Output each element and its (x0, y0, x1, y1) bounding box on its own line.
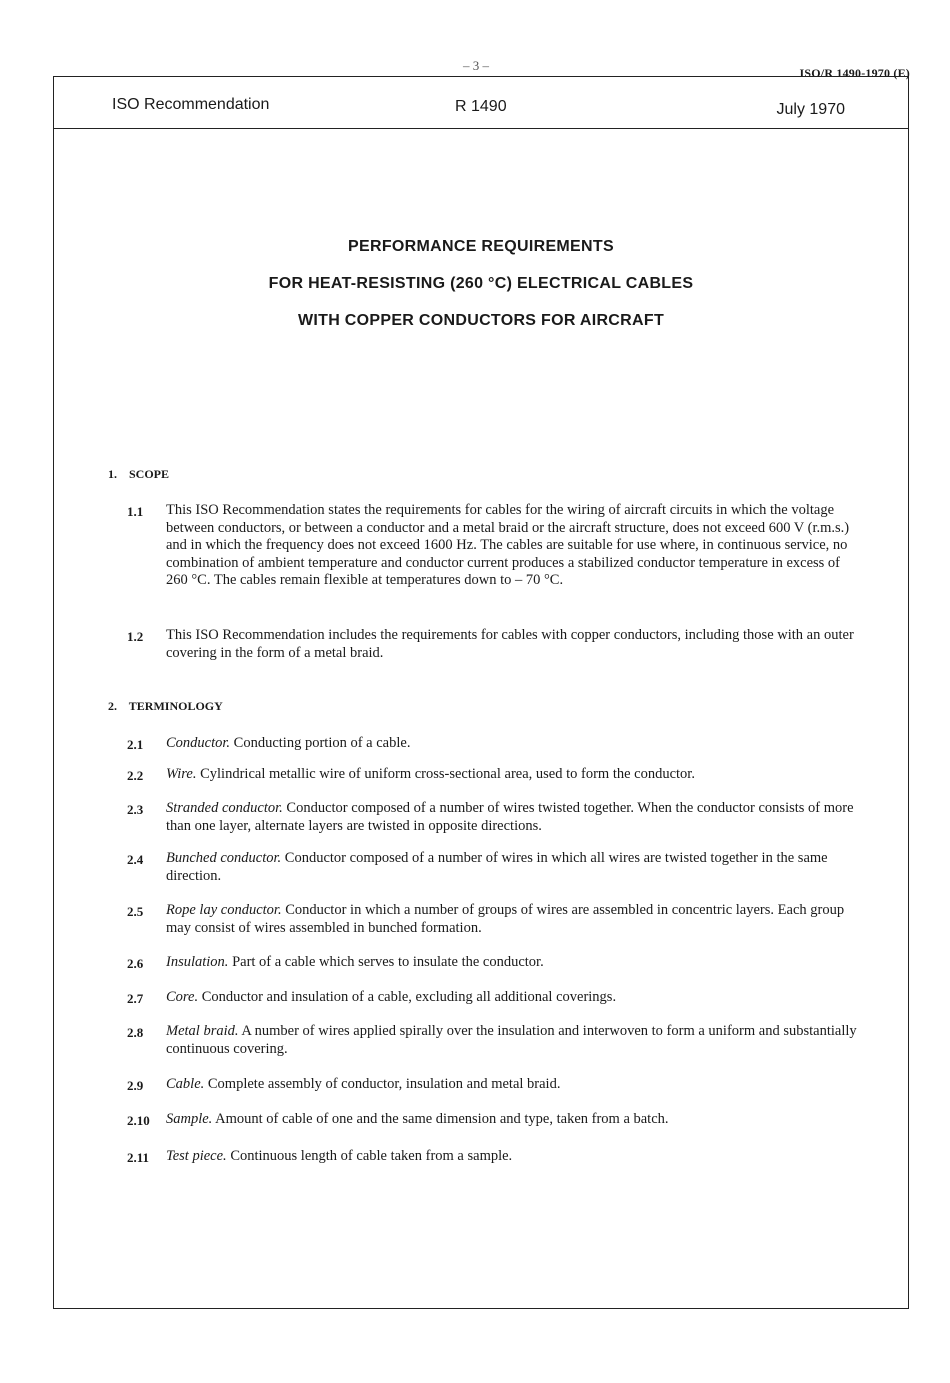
header-reference-number: R 1490 (455, 98, 507, 115)
section-number: 1. (108, 467, 117, 481)
term-definition: Part of a cable which serves to insulate the conductor. (228, 954, 544, 970)
term-name: Insulation. (166, 954, 229, 970)
clause-number: 2.1 (127, 737, 144, 752)
term-2-3 (127, 800, 862, 835)
header-recommendation-label: ISO Recommendation (112, 96, 270, 113)
term-name: Sample. (166, 1111, 213, 1127)
clause-number: 2.9 (127, 1078, 144, 1093)
header-date: July 1970 (776, 101, 845, 118)
term-name: Conductor. (166, 735, 231, 751)
clause-number: 2.4 (127, 852, 144, 867)
term-name: Wire. (166, 766, 197, 782)
term-definition: Complete assembly of conductor, insulation and metal braid. (204, 1076, 561, 1092)
section-title: TERMINOLOGY (128, 699, 223, 713)
term-2-1 (127, 735, 862, 753)
term-name: Rope lay conductor. (166, 902, 282, 918)
term-2-9 (127, 1076, 862, 1094)
clause-number: 1.2 (127, 629, 144, 644)
clause-number: 2.8 (127, 1025, 144, 1040)
term-name: Stranded conductor. (166, 800, 283, 816)
term-name: Cable. (166, 1076, 205, 1092)
term-definition: Conductor and insulation of a cable, excluding all additional coverings. (198, 989, 617, 1005)
clause-number: 2.10 (127, 1113, 150, 1128)
term-definition: Continuous length of cable taken from a sample. (226, 1148, 513, 1164)
document-id: ISO/R 1490-1970 (E) (799, 66, 910, 80)
clause-number: 1.1 (127, 504, 144, 519)
section-heading-scope (108, 467, 169, 482)
term-2-4 (127, 850, 862, 885)
term-name: Metal braid. (166, 1023, 239, 1039)
clause-1-1 (127, 502, 862, 590)
term-definition: Conductor in which a number of groups of wires are assembled in concentric layers. Each group may consist of wires assembled in bunched formation. (166, 902, 845, 936)
document-title (54, 237, 908, 348)
page-number: – 3 – (463, 58, 489, 73)
term-definition: A number of wires applied spirally over the insulation and interwoven to form a uniform and substantially continuous covering. (166, 1023, 857, 1057)
term-2-10 (127, 1111, 862, 1129)
clause-number: 2.11 (127, 1150, 150, 1165)
title-line-2: FOR HEAT-RESISTING (260 °C) ELECTRICAL CABLES (268, 275, 694, 292)
document-header (54, 77, 908, 129)
clause-number: 2.5 (127, 904, 144, 919)
clause-number: 2.6 (127, 956, 144, 971)
term-name: Core. (166, 989, 199, 1005)
term-2-8 (127, 1023, 862, 1058)
clause-text: This ISO Recommendation states the requirements for cables for the wiring of aircraft circuits in which the voltage between conductors, or between a conductor and a metal braid or the aircraft structure, does not exceed 600 V (r.m.s.) and in which the frequency does not exceed 1600 Hz. The cables are suitable for use where, in continuous service, no combination of ambient temperature and conductor current produces a stabilized conductor temperature in excess of 260 °C. The cables remain flexible at temperatures down to – 70 °C. (166, 502, 850, 588)
section-title: SCOPE (129, 467, 170, 481)
clause-number: 2.3 (127, 802, 144, 817)
section-heading-terminology (108, 699, 223, 714)
clause-number: 2.7 (127, 991, 144, 1006)
term-2-6 (127, 954, 862, 972)
term-2-7 (127, 989, 862, 1007)
term-name: Bunched conductor. (166, 850, 282, 866)
term-2-5 (127, 902, 862, 937)
clause-number: 2.2 (127, 768, 144, 783)
term-definition: Amount of cable of one and the same dimension and type, taken from a batch. (212, 1111, 669, 1127)
term-2-11 (127, 1148, 862, 1166)
section-number: 2. (108, 699, 117, 713)
clause-text: This ISO Recommendation includes the requirements for cables with copper conductors, including those with an outer covering in the form of a metal braid. (166, 627, 854, 661)
term-definition: Conductor composed of a number of wires in which all wires are twisted together in the same direction. (166, 850, 828, 884)
term-definition: Conductor composed of a number of wires twisted together. When the conductor consists of more than one layer, alternate layers are twisted in opposite directions. (166, 800, 854, 834)
term-definition: Conducting portion of a cable. (230, 735, 411, 751)
title-line-1: PERFORMANCE REQUIREMENTS (348, 238, 614, 255)
term-2-2 (127, 766, 862, 784)
term-name: Test piece. (166, 1148, 227, 1164)
clause-1-2 (127, 627, 862, 662)
term-definition: Cylindrical metallic wire of uniform cross-sectional area, used to form the conductor. (196, 766, 695, 782)
title-line-3: WITH COPPER CONDUCTORS FOR AIRCRAFT (297, 312, 665, 329)
